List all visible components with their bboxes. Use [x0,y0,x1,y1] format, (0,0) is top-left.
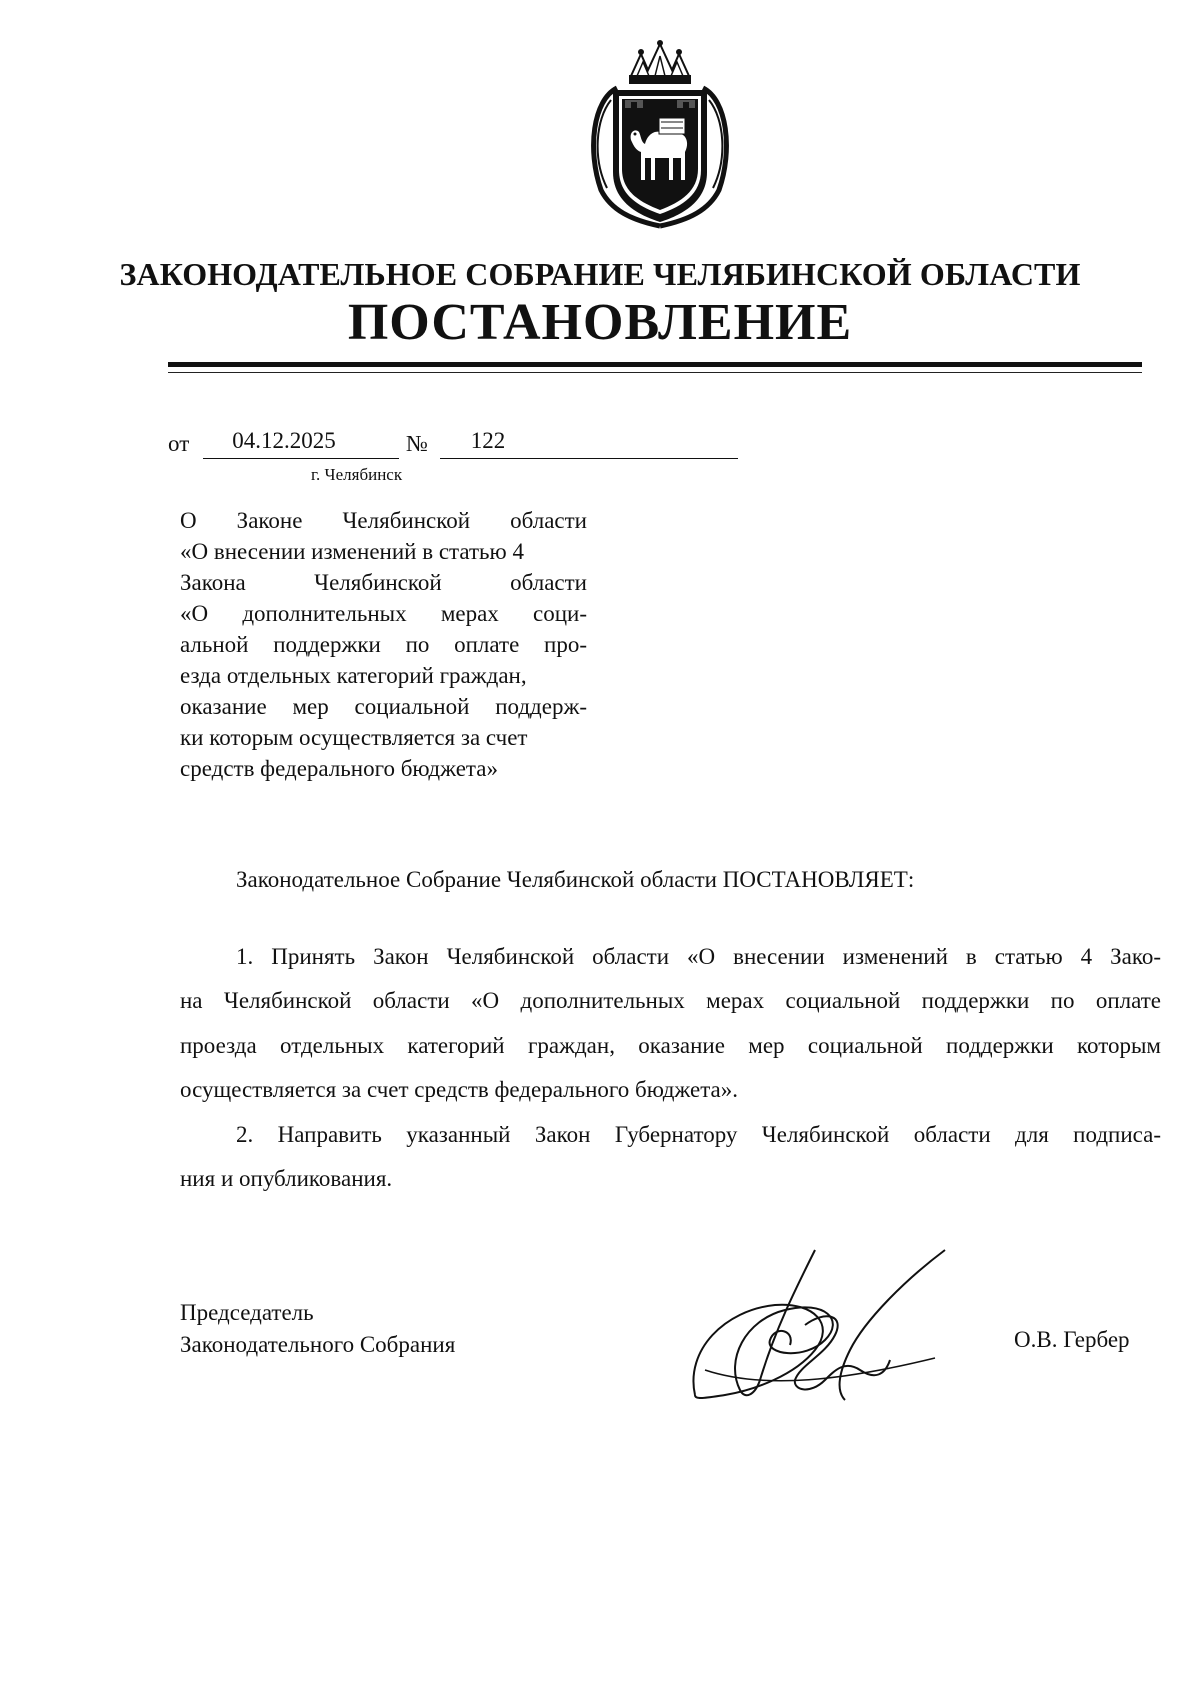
subject-line: «О внесении изменений в статью 4 [180,539,524,564]
resolution-body [180,935,1161,1201]
coat-of-arms-icon [581,40,739,230]
subject-line: альной поддержки по оплате про- [180,632,587,657]
subject-line: ки которым осуществляется за счет [180,725,528,750]
item-1-line: на Челябинской области «О дополнительных мерах социальной поддержки по оплате [180,988,1161,1014]
signatory-title-line: Законодательного Собрания [180,1332,456,1357]
header-divider-thin [168,372,1142,373]
signatory-title [180,1297,455,1361]
document-city: г. Челябинск [311,465,403,484]
subject-line: Закона Челябинской области [180,570,587,595]
document-number: 122 [470,428,506,453]
subject-line: оказание мер социальной поддерж- [180,694,587,719]
item-1-line: проезда отдельных категорий граждан, оказание мер социальной поддержки которым [180,1032,1161,1058]
item-1-line: 1. Принять Закон Челябинской области «О внесении изменений в статью 4 Зако- [236,944,1161,969]
subject-line: средств федерального бюджета» [180,756,498,781]
signatory-title-line: Председатель [180,1300,314,1325]
subject-line: О Законе Челябинской области [180,508,587,533]
resolution-statement: Законодательное Собрание Челябинской области ПОСТАНОВЛЯЕТ: [236,867,915,892]
organization-name: ЗАКОНОДАТЕЛЬНОЕ СОБРАНИЕ ЧЕЛЯБИНСКОЙ ОБЛАСТИ [119,256,1081,292]
subject-line: езда отдельных категорий граждан, [180,663,527,688]
header-divider-thick [168,362,1142,367]
signatory-name: О.В. Гербер [1014,1327,1130,1352]
subject-line: «О дополнительных мерах соци- [180,601,587,626]
item-1-line: осуществляется за счет средств федерального бюджета». [180,1077,738,1103]
number-label: № [406,431,428,456]
number-underline [440,458,738,459]
document-type-title: ПОСТАНОВЛЕНИЕ [347,294,853,351]
document-date: 04.12.2025 [232,428,336,453]
item-2-line: ния и опубликования. [180,1166,393,1192]
date-underline [203,458,399,459]
document-subject [180,505,587,784]
date-label: от [168,431,190,456]
item-2-line: 2. Направить указанный Закон Губернатору Челябинской области для подписа- [236,1121,1161,1147]
handwritten-signature-icon [685,1230,955,1420]
